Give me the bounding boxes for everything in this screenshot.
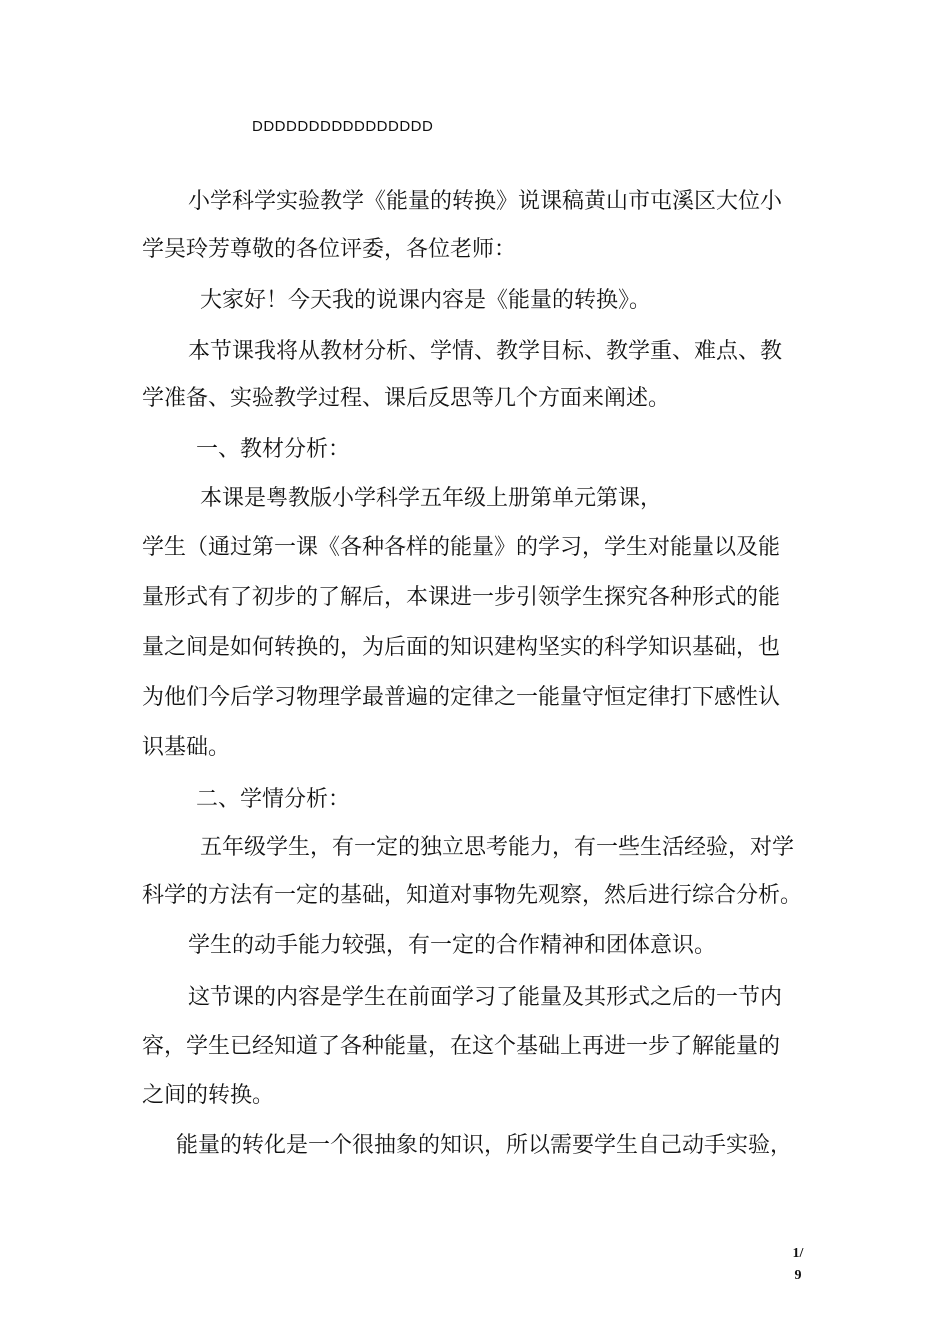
body-line: 小学科学实验教学《能量的转换》说课稿黄山市屯溪区大位小 bbox=[188, 189, 783, 214]
page-number bbox=[786, 1243, 810, 1287]
section-heading: 一、教材分析： bbox=[196, 437, 351, 462]
body-line: 学生的动手能力较强，有一定的合作精神和团体意识。 bbox=[188, 933, 717, 958]
body-line: 之间的转换。 bbox=[142, 1083, 275, 1108]
body-line: 科学的方法有一定的基础，知道对事物先观察，然后进行综合分析。 bbox=[142, 883, 803, 908]
page-header: DDDDDDDDDDDDDDDD bbox=[252, 118, 434, 135]
page-number-total: 9 bbox=[794, 1268, 802, 1283]
body-line: 本课是粤教版小学科学五年级上册第单元第课， bbox=[200, 486, 663, 511]
body-line: 能量的转化是一个很抽象的知识，所以需要学生自己动手实验， bbox=[176, 1133, 793, 1158]
section-heading: 二、学情分析： bbox=[196, 787, 351, 812]
body-line: 五年级学生，有一定的独立思考能力，有一些生活经验，对学 bbox=[200, 835, 795, 860]
body-line: 量之间是如何转换的，为后面的知识建构坚实的科学知识基础，也 bbox=[142, 635, 781, 660]
body-line: 本节课我将从教材分析、学情、教学目标、教学重、难点、教 bbox=[188, 339, 783, 364]
body-line: 学吴玲芳尊敬的各位评委，各位老师： bbox=[142, 237, 517, 262]
body-line: 学生（通过第一课《各种各样的能量》的学习，学生对能量以及能 bbox=[142, 535, 781, 560]
body-line: 识基础。 bbox=[142, 735, 231, 760]
body-line: 为他们今后学习物理学最普遍的定律之一能量守恒定律打下感性认 bbox=[142, 685, 781, 710]
body-line: 这节课的内容是学生在前面学习了能量及其形式之后的一节内 bbox=[188, 985, 783, 1010]
body-line: 容，学生已经知道了各种能量，在这个基础上再进一步了解能量的 bbox=[142, 1034, 781, 1059]
body-line: 量形式有了初步的了解后，本课进一步引领学生探究各种形式的能 bbox=[142, 585, 781, 610]
body-line: 学准备、实验教学过程、课后反思等几个方面来阐述。 bbox=[142, 386, 671, 411]
body-line: 大家好！今天我的说课内容是《能量的转换》。 bbox=[200, 288, 652, 313]
page-number-current: 1/ bbox=[792, 1246, 804, 1261]
